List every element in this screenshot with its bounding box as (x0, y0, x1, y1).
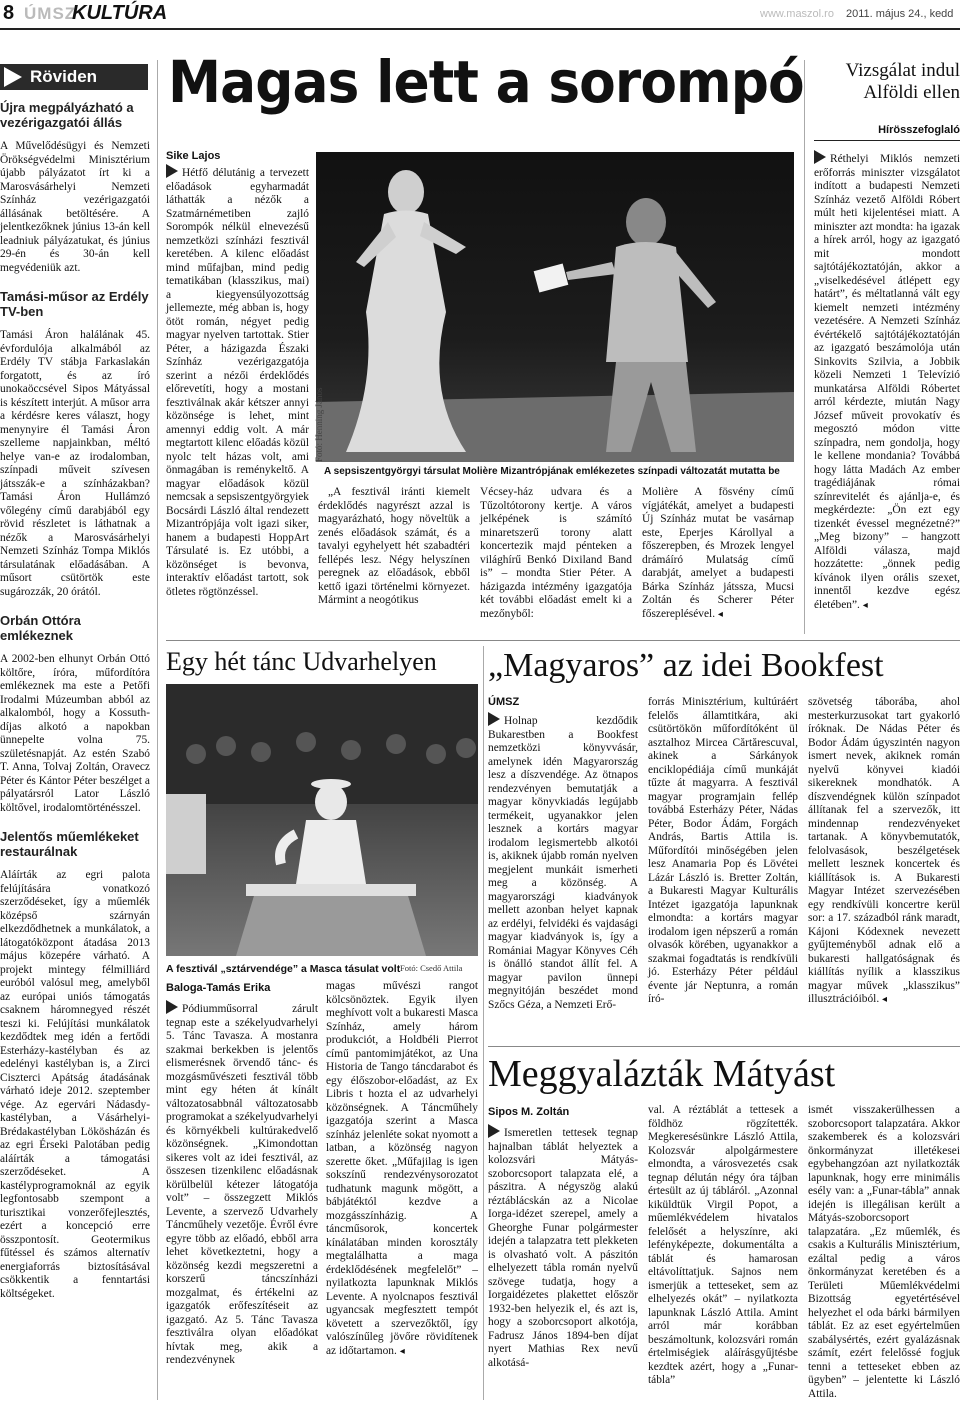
udvarhely-photo (166, 684, 478, 956)
lead-byline: Sike Lajos (166, 150, 221, 162)
alfoldi-body: Réthelyi Miklós nemzeti erőforrás miniszter vizsgálatot indított a budapesti Nemzeti Színház vezető Alföldi Róbert múlt heti kijelentései miatt. A miniszter azt mondta: ha igazak a hírek arról, hogy az igazgató mit mondott sajtótájékoztatóján, akkor a „viselkedésével átlépett egy határt”, és méltatlanná vált egy kiemelt nemzeti intézmény vezetésére. A Nemzeti Színház évértékelő sajtótájékoztatóján az igazgató beszámolója után Sinkovits Szilvia, a Jobbik közeli Nemzeti 1 Televízió munkatársa Alföldi Róbertet arról kérdezte, miután Nagy József műveit provokatív és megosztó módon vitte színpadra, nem gondolja, hogy le kellene mondania? Továbbá hogy látta Madách Az ember tragédiájának római színrevitelét és ajánlja-e, és megkérdezte: „Ön ezt egy tizenkét évessel megnézetné?” „Meg bizony” – hangzott Alföldi válasza, majd hozzátette: „önnek pedig kívánok ilyen orális szexet, innentől kezdve egész életében”. ◂ (814, 150, 960, 634)
sidebar-banner-label: Röviden (30, 67, 98, 86)
end-mark-icon: ◂ (399, 1345, 405, 1357)
udvarhely-col-2: magas művészi rangot kölcsönöztek. Egyik ilyen meghívott volt a bukaresti Masca Színház, amely három produkciót, a Holdbéli Pierrot című pantomimjátékot, az Una Historia de Tango táncdarabot és egy élőszobor-előadást, az Ex Libris t hozta el az udvarhelyi közönségnek. A Táncműhely igazgatója szerint a Masca színház jelenléte sokat nyomott a latban, a közönség nagyon szerette őket. „Műfajilag is igen sokszínű rendezvénysorozatot tudhatunk magunk mögött, a bábjátéktól kezdve a mozgásszínházig. A táncműsorok, koncertek kínálatában minden korosztály megtalálhatta a maga érdeklődésének megfelelőt” – nyilatkozta lapunknak Miklós Levente. A nyolcnapos fesztivál ugyancsak megfesztett tempót követett a szervezőktől, így valószínűleg jövőre rövidítenek az időtartamon. ◂ (326, 980, 478, 1357)
column-divider (483, 646, 484, 1400)
brief-item (0, 613, 150, 815)
udvarhely-headline: Egy hét tánc Udvarhelyen (166, 647, 437, 676)
brief-body: A 2002-ben elhunyt Orbán Ottó költőre, íróra, műfordítóra emlékeznek ma este a Petőfi Irodalmi Múzeumban abból az alkalomból, hogy a Kossuth-díjas alkotó a napokban ünnepelte volna 75. születésnapját. Az estén Szabó T. Anna, Tolvaj Zoltán, Oravecz Péter és Kántor Péter beszélget a pályatársról Lator László költővel, irodalomtörténésszel. (0, 653, 150, 814)
arrow-icon (488, 712, 500, 726)
bookfest-headline: „Magyaros” az idei Bookfest (488, 647, 884, 684)
bookfest-col-1: Holnap kezdődik Bukarestben a Bookfest nemzetközi könyvvásár, amelynek idén Magyarország lesz a díszvendége. Az ötnapos rendezvényen bemutatják a magyar könyvkiadás legújabb termékeit, ugyanakkor jelen lesznek a kortárs magyar irodalom legismertebb alkotói is, akiknek újabb román nyelven megjelent munkáit ismerheti meg a közönség. A magyarországi kiadványok mellett azonban helyet kapnak az erdélyi, felvidéki és vajdasági magyar kiadványok is, így a Romániai Magyar Könyves Céh is önálló standot állít fel. A magyar pavilon ünnepi megnyitóján beszédet mond Szőcs Géza, a Nemzeti Erő- (488, 712, 638, 1030)
arrow-icon (166, 1000, 178, 1014)
page-number: 8 (3, 2, 15, 24)
matyas-col-1: Ismeretlen tettesek tegnap hajnalban táblát helyeztek a kolozsvári Mátyás-szoborcsoport talapzata elé, a pászitra. A négyszög alakú réztáblácskán az a Nicolae Iorga-idézet szerepel, amely a Gheorghe Funar polgármester idején a talapzatra tett plekketen is olvasható volt. A pászitón elhelyezett tábla román nyelvű szövege tudatja, hogy a Iorgaidézetes plakettet először 1932-ben helyezik el, és azt is, hogy a szoborcsoport alkotója, Fadrusz János 1894-ben díjat nyert Mathias Rex nevű alkotásá- (488, 1124, 638, 1400)
matyas-col-2: val. A réztáblát a tettesek a földhöz rögzítették. Megkeresésünkre László Attila, Kolozsvár alpolgármestere elmondta, a városvezetés csak tegnap délután négy óra tájban értesült az új tábláról. „Azonnal kiküldtük Virgil Popot, a műemlékvédelem hivatalos felelősét a helyszínre, aki lefényképezte, dokumentálta a táblát és hamarosan eltávolíttatjuk. Sajnos nem ismerjük a tetteseket, sem az elhelyezés okát” – nyilatkozta lapunknak László Attila. Amint arról már korábban beszámoltunk, kolozsvári román értelmiségiek aláírásgyűjtésbe kezdtek azért, hogy a „Funar-tábla” (648, 1104, 798, 1386)
lead-col-1: Hétfő délutánig a tervezett előadások egyharmadát láthatták a nézők a Szatmárnémetiben zajló Sorompók nélkül elnevezésű nemzetközi színházi fesztivál keretében. A kilenc előadást mind műfajban, mind pedig tematikában (klasszikus, mai) a kiegyensúlyozottság jellemezte, még abban is, hogy ötöt román, négyet pedig magyar nyelven tartottak. Stier Péter, a házigazda Északi Színház vezérigazgatója szerint a nézői érdeklődés előrevetíti, hogy a mostani fesztiválnak akár kétszer annyi közönsége is lehet, mint amennyi eddig volt. A már megtartott kilenc előadás közül nyolc telt házas volt, ami önmagában is reménykeltő. A magyar előadások közül nemcsak a sepsiszentgyörgyiek Bocsárdi László által rendezett Mizantrópjája volt igazi siker, hanem a budapesti HoppArt Társulaté is. Ez utóbbi, a közönséget is bevonva, interaktív előadást tartott, sok ötletes rögtönzéssel. (166, 164, 309, 634)
bookfest-col-2: forrás Minisztérium, kultúráért felelős államtitkára, aki csütörtökön műfordítóként ül asztalhoz Mircea Cărtărescuval, akinek a Sárkányok enciklopédiája című munkáját tűzte át magyarra. A fesztivál magyar programjain fellép továbbá Esterházy Péter, Nádas Péter, Bodor Ádám, Forgách András, Bartis Attila is. Műfordítói minőségében jelen lesz Anamaria Pop és Lövétei Lázár László is. Bretter Zoltán, a Bukaresti Magyar Kulturális Intézet igazgatója lapunknak elmondta: a kortárs magyar irodalom igen népszerű a román olvasók körében, ugyanakkor a szakmai fogadtatás is rendkívüli jó. Esterházy Péter például évente jár Neptunra, a román író- (648, 696, 798, 1005)
bookfest-col-3: szövetség táborába, ahol mesterkurzusokat tart gyakorló íróknak. De Nádas Péter és Bodor Ádám úgyszintén nagyon ismert nevek, akiknek román nyelvű könyvei kiadói sikereknek mondhatók. A díszvendégnek külön színpadot állítanak fel a szervezők, itt mindennap rendezvényeket tartanak. A könyvbemutatók, felolvasások, beszélgetések mellett lesznek koncertek és kiállítások is. A Bukaresti Magyar Intézet szervezésében egy rendkívüli koncertre kerül sor: a 17. századból ránk maradt, Kájoni Kódexnek nevezett gyűjteményből adnak elő a bukaresti hallgatóságnak és kiállítás nyílik a klasszikus magyar művek „klasszikus” illusztrációiból. ◂ (808, 696, 960, 1005)
brief-headline: Tamási-műsor az Erdély TV-ben (0, 289, 149, 319)
brief-item (0, 829, 150, 1301)
udvarhely-byline: Baloga-Tamás Erika (166, 982, 271, 994)
masthead (0, 0, 960, 30)
lead-headline: Magas lett a sorompó (168, 48, 804, 116)
section-rule (166, 640, 960, 641)
brief-headline: Jelentős műemlékeket restaurálnak (0, 829, 139, 859)
brief-item (0, 289, 150, 599)
matyas-byline: Sipos M. Zoltán (488, 1106, 570, 1118)
brief-item (0, 100, 150, 275)
brief-body: Tamási Áron halálának 45. évfordulója alkalmából az Erdély TV stábja Farkaslakán forgatott, és az író unokaöccsével Sipos Mátyással is készített interjút. A műsor arra a kérdésre keres választ, hogy menynyire él Tamási Áron szelleme napjainkban, méltó helye van-e az irodalomban, színpadi műveit szívesen játsszák-e a színházakban? Tamási Áron Hullámzó vőlegény című darabjából egy rövid részletet is láthatnak a nézők a Marosvásárhelyi Nemzeti Színház Tompa Miklós társulatának előadásában. A műsort csütörtök este sugározzák, 20 órától. (0, 329, 150, 598)
arrow-icon (814, 150, 826, 164)
photo-credit: Fotó: Henning János (314, 387, 324, 462)
brand-prefix: ÚMSZ (24, 4, 77, 23)
matyas-headline: Meggyalázták Mátyást (488, 1053, 836, 1095)
matyas-col-3: ismét visszakerülhessen a szoborcsoport talapzatára. Akkor szakemberek és a kolozsvári önkormányzat illetékesei egybehangzóan azt nyilatkozták lapunknak, hogy erre minimális esély van: a „Funar-tábla” annak idején is illegálisan került a Mátyás-szoborcsoport talapzatára. „Ez műemlék, és csakis a Kulturális Minisztérium, ezáltal pedig a város önkormányzat keretében és a Területi Műemlékvédelmi Bizottság egyetértésével helyezhet el oda bárki bármilyen táblát. Ez az eset egyértelműen szabálysértés, ezért gyalázásnak számít, ezért felelőssé fogjuk tenni a tetteseket ebben az ügyben” – jelentette ki László Attila. (808, 1104, 960, 1400)
brief-body: Aláírták az egri palota felújítására vonatkozó szerződéseket, így a műemlék középső szárnyán elkezdődhetnek a munkálatok, a látogatóközpont átadása 2013 május közepére várható. A projekt mintegy félmilliárd euróból valósul meg, amelyből az európai uniós támogatás csaknem háromnegyed részét teszi ki. Felújítási munkálatok kezdődtek meg idén a fertődi Esterházy-kastélyban és az edelényi kastélyban is, a Zirci Ciszterci Apátság átadásának várható ideje 2012. szeptember vége. Az egervári Nádasdy-kastélyban, a Vásárhelyi-Brédakastélyban Lökösházán és az egri Érseki Palotában pedig aláírták a támogatási szerződéseket. A kastélyprogramoknál az egyik legfontosabb szempont a turisztikai vonzerőfejlesztés, ezért a koncepció erre összpontosít. Geotermikus fűtéssel és számos alternatív energiaforrás biztosításával csökkentik a fenntartási költségeket. (0, 869, 150, 1300)
stage-scene (316, 152, 794, 462)
end-mark-icon: ◂ (717, 608, 723, 620)
alfoldi-kicker: Hírösszefoglaló (878, 124, 960, 136)
lead-col-2: „A fesztivál iránti kiemelt érdeklődés nagyrészt azzal is magyarázható, hogy növeltük a zenés előadások számát, és a tavalyi egyhelyett hét szabadtéri fellépés lesz. Négy helyszínen peregnek az előadások, ebből kettő igazi történelmi környezet. Mármint a neogótikus (318, 486, 470, 606)
header-date: 2011. május 24., kedd (846, 8, 954, 20)
lead-col-4: Molière A fösvény című vígjátékát, amelyet a budapesti Új Színház mutat be vasárnap este, Eperjes Károllyal a főszerepben, és Mrozek lengyel drámáíró Mulatság című darabját, amelyet a budapesti Bárka Színház játssza, Mucsi Zoltán és Scherer Péter főszereplésével. ◂ (642, 486, 794, 620)
sidebar-banner (0, 64, 148, 90)
udvarhely-caption: A fesztivál „sztárvendége” a Masca tásulat volt (166, 963, 401, 975)
end-mark-icon: ◂ (882, 994, 888, 1005)
festival-scene (166, 684, 478, 956)
brief-body: A Művelődésügyi és Nemzeti Örökségvédelmi Minisztérium újabb pályázatot írt ki a Marosvásárhelyi Nemzeti Színház vezérigazgatói állásának betöltésére. A jelentkezőknek június 13-án kell leadniuk pályázatukat, és június 29-én és 30-án kell megvédeniük azt. (0, 140, 150, 274)
section-title: KULTÚRA (72, 2, 168, 24)
header-url[interactable]: www.maszol.ro (760, 8, 834, 20)
lead-photo (316, 152, 794, 462)
lead-photo-caption: A sepsiszentgyörgyi társulat Molière Mizantrópjának emlékezetes színpadi változatát mutatta be (324, 466, 780, 477)
end-mark-icon: ◂ (862, 599, 868, 611)
alfoldi-divider (804, 60, 805, 634)
section-rule-2 (488, 1046, 960, 1047)
brief-headline: Újra megpályázható a vezérigazgatói állás (0, 100, 134, 130)
sidebar (0, 100, 150, 1400)
sidebar-divider (157, 60, 158, 1400)
lead-col-3: Vécsey-ház udvara és a Tűzoltótorony kertje. A város jelképének is számító minaretszerű torony alatt koncertezik majd pénteken a világhírű Benkó Dixiland Band is” – mondta Stier Péter. A házigazda intézmény igazgatója két további előadást emelt ki a mezőnyből: (480, 486, 632, 620)
udvarhely-photo-credit: Fotó: Csedő Attila (400, 963, 463, 973)
arrow-icon (166, 164, 178, 178)
brief-headline: Orbán Ottóra emlékeznek (0, 613, 81, 643)
udvarhely-col-1: Pódiumműsorral zárult tegnap este a székelyudvarhelyi 5. Tánc Tavasza. A mostanra szakmai berkekben is jelentős elismerésnek örvendő tánc- és mozgásművészeti fesztivál több mint egy héten át kínált változatosabbnál változatosabb programokat a székelyudvarhelyi és környékbeli kultúrakedvelő közönségnek. „Kimondottan sikeres volt az idei fesztivál, az összesen tizenkilenc előadásnak körülbelül kétezer látogatója volt” – összegzett Miklós Levente, a szervező Udvarhely Táncműhely vezetője. Évről évre egyre több az előadó, ebből arra lehet következtetni, hogy a közönség kezdi megszeretni a korszerű táncszínházi mozgalmat, és értékelni az igazgatók erőfeszítéseit az igazgató. Az 5. Tánc Tavasza fesztiválra olyan előadókat hívtak meg, akik a rendezvénynek (166, 1000, 318, 1400)
alfoldi-headline: Vizsgálat indul Alföldi ellen (845, 60, 960, 103)
arrow-icon (488, 1124, 500, 1138)
bookfest-kicker: ÚMSZ (488, 696, 520, 708)
alfoldi-rule (814, 140, 960, 141)
header-rule (0, 28, 960, 30)
arrow-icon (4, 67, 22, 87)
